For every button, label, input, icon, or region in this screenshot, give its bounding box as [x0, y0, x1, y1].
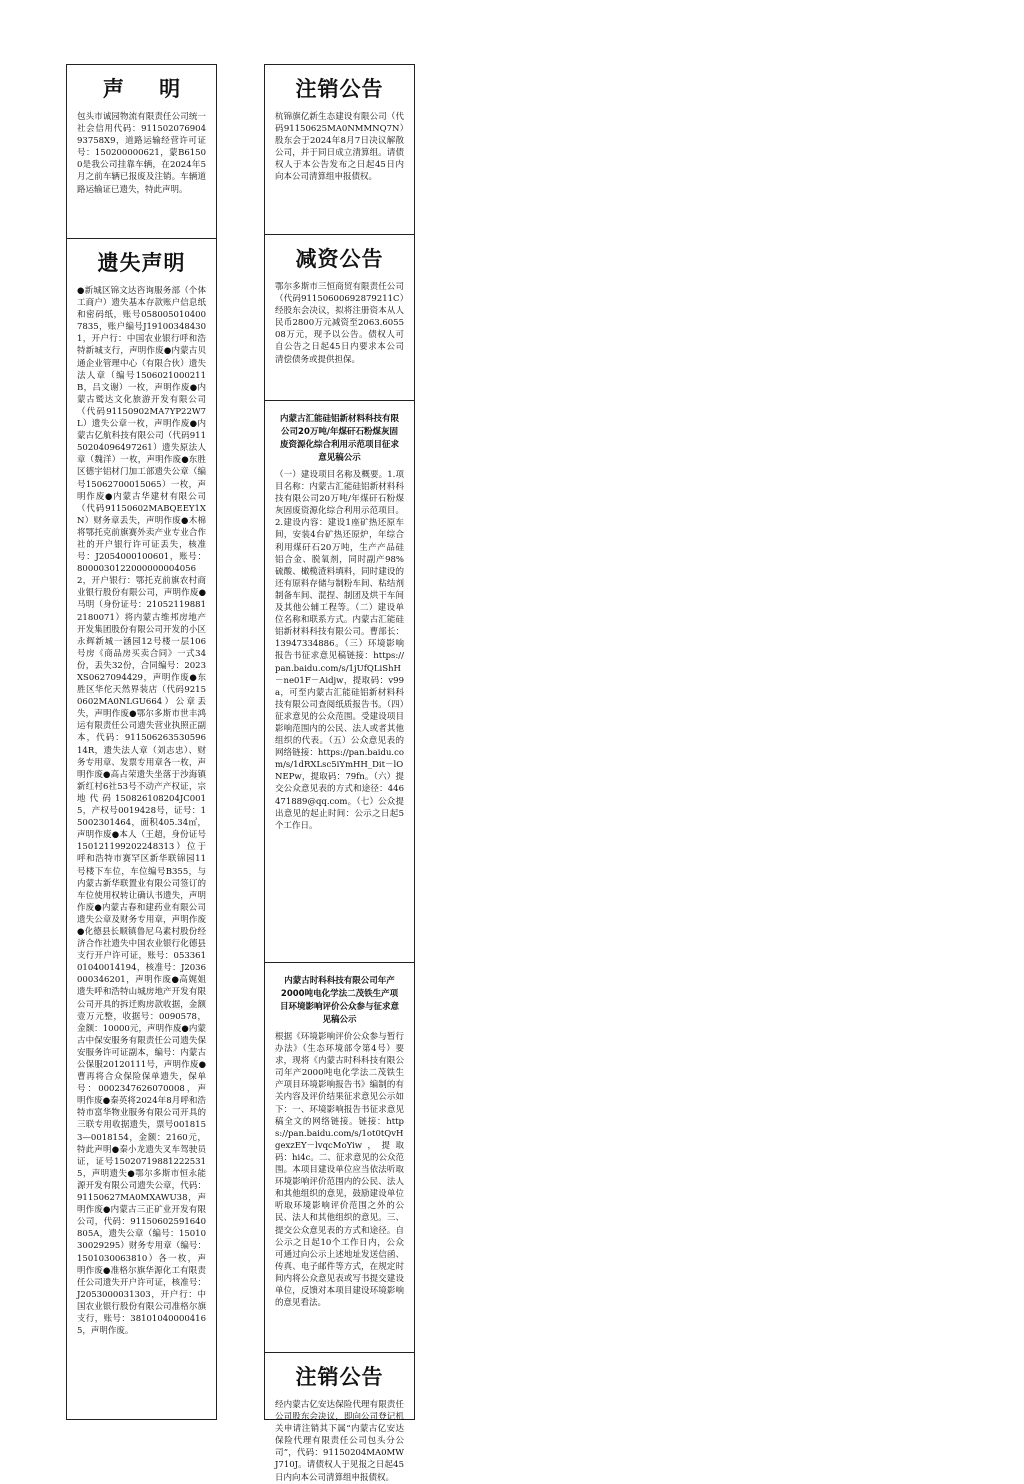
notice-title: 内蒙古时科科技有限公司年产2000吨电化学法二茂铁生产项目环境影响评价公众参与征求意见稿公示: [279, 976, 399, 1025]
eia-public-notice: [265, 413, 414, 963]
notice-title: 声 明: [102, 76, 195, 101]
eia-participation-notice: [265, 975, 414, 1353]
notice-body: 鄂尔多斯市三恒商贸有限责任公司（代码91150600692879211C）经股东会决议，拟将注册资本从人民币2800万元减资至2063.605508万元，现予以公告。债权人可自公告之日起45日内要求本公司清偿债务或提供担保。: [275, 282, 404, 365]
notice-title: 内蒙古汇能硅铝新材料科技有限公司20万吨/年煤矸石粉煤灰固废资源化综合利用示范项目征求意见稿公示: [279, 414, 399, 463]
notice-title: 注销公告: [295, 76, 384, 101]
branch-cancellation-notice: [265, 1364, 414, 1483]
right-column: [264, 64, 415, 1483]
notice-body: （一）建设项目名称及概要。1.项目名称：内蒙古汇能硅铝新材料科技有限公司20万吨/年煤矸石粉煤灰固废资源化综合利用示范项目。2.建设内容：建设1座矿热还原车间，安装4台矿热还原炉，年综合利用煤矸石20万吨，生产产品硅铝合金、脱氧剂，同时副产98%硫酸、橄榄渣料填料，同时建设的还有原料存储与制粉车间、粘结剂制备车间、混捏、制团及烘干车间及其他公辅工程等。（二）建设单位名称和联系方式。内蒙古汇能硅铝新材料科技有限公司。曹部长：13947334886。（三）环境影响报告书征求意见稿链接：https://pan.baidu.com/s/1jUfQLiShH－ne01F－Aidjw，提取码：v99a，可至内蒙古汇能硅铝新材料科技有限公司查阅纸质报告书。（四）征求意见的公众范围。受建设项目影响范围内的公民、法人或者其他组织的代表。（五）公众意见表的网络链接：https://pan.baidu.com/s/1dRXLsc5iYmHH_Dit－lONEPw，提取码：79fn。（六）提交公众意见表的方式和途径：446471889@qq.com。（七）公众提出意见的起止时间：公示之日起5个工作日。: [275, 470, 404, 831]
capital-reduction-notice: [265, 247, 414, 401]
notice-title: 遗失声明: [97, 250, 186, 275]
statement-notice: [67, 77, 216, 239]
notice-title: 注销公告: [295, 1364, 384, 1389]
left-column: [66, 64, 217, 1420]
loss-statement-notice: [67, 251, 216, 1443]
notice-body: 根据《环境影响评价公众参与暂行办法》（生态环境部令第4号）要求，现将《内蒙古时科科技有限公司年产2000吨电化学法二茂铁生产项目环境影响报告书》编制的有关内容及评价结果征求意见公示如下：一、环境影响报告书征求意见稿全文的网络链接。链接：https://pan.baidu.com/s/1ot0tQvHgexzEY－lvqcMoYiw，提取码：hi4c。二、征求意见的公众范围。本项目建设单位应当依法听取环境影响评价范围内的公民、法人和其他组织的意见，鼓励建设单位听取环境影响评价范围之外的公民、法人和其他组织的意见。三、提交公众意见表的方式和途径。自公示之日起10个工作日内，公众可通过向公示上述地址发送信函、传真、电子邮件等方式，在规定时间内将公众意见表或写书提交建设单位，反馈对本项目建设环境影响的意见看法。: [275, 1032, 404, 1309]
notice-body: ●新城区锦文达咨询服务部（个体工商户）遗失基本存款账户信息纸和密码纸，账号0580050104007835，账户编号J191003484301，开户行：中国农业银行呼和浩特新城支行，声明作废●内蒙古贝通企业管理中心（有限合伙）遗失法人章（编号1506021000211B，吕文谢）一枚，声明作废●内蒙古鹫达文化旅游开发有限公司（代码91150902MA7YP22W7L）遗失公章一枚，声明作废●内蒙古亿航科技有限公司（代码91150204096497261）遗失原法人章（魏洋）一枚，声明作废●东胜区德宇铝材门加工部遗失公章（编号15062700015065）一枚，声明作废●内蒙古华建材有限公司（代码91150602MABQEEY1XN）财务章丢失，声明作废●木棉将鄂托克前旗赛外卖产业专业合作社的开户银行许可证丢失，核准号：J2054000100601，账号：80000301220000000040562，开户银行：鄂托克前旗农村商业银行股份有限公司，声明作废●马明（身份证号：210521198812180071）将内蒙古维邦房地产开发集团股份有限公司开发的小区永辉新城一涵园12号楼一层106号房《商品房买卖合同》一式34份，丢失32份，合同编号：2023XS0627094429，声明作废●东胜区华佗天然界装店（代码92150602MA0NLGU664）公章丢失，声明作废●鄂尔多斯市世丰鸿运有限责任公司遗失营业执照正副本，代码：91150626353059614R，遗失法人章（刘志忠）、财务专用章、发票专用章各一枚，声明作废●高占荣遗失坐落于沙海镇新红村6社53号不动产产权证，宗地代码150826108204JC0015，产权号0019428号，证号：15002301464，面积405.34㎡，声明作废●本人（王超，身份证号150121199202248313）位于呼和浩特市赛罕区新华联锦园11号楼下车位，车位编号B355，与内蒙古新华联置业有限公司签订的车位使用权转让确认书遗失，声明作废●内蒙古春和建药业有限公司遗失公章及财务专用章，声明作废●化德县长顺镇鲁尼乌素村股份经济合作社遗失中国农业银行化德县支行开户许可证，账号：05336101040014194，核准号：J2036000346201，声明作废●高娓姐遗失呼和浩特山城房地产开发有限公司开具的拆迁购房款收据，金额壹万元整，收据号：0090578，金额：10000元，声明作废●内蒙古中保安服务有限责任公司遗失保安服务许可证副本，编号：内蒙古公保服20120111号，声明作废●曹再将合众保险保单遗失，保单号：0002347626070008，声明作废●秦英将2024年8月呼和浩特市富华物业服务有限公司开具的三联专用收据遗失，票号0018153—0018154，金额：2160元，特此声明●秦小龙遗失叉车驾驶员证，证号150207198812225315，声明遗失●鄂尔多斯市恒永能源开发有限公司遗失公章，代码：91150627MA0MXAWU38，声明作废●内蒙古三正矿业开发有限公司，代码：91150602591640805A，遗失公章（编号：1501030029295）财务专用章（编号：1501030063810）各一枚，声明作废●准格尔旗华源化工有限责任公司遗失开户许可证，核准号：J2053000031303，开户行：中国农业银行股份有限公司准格尔旗支行，账号：381010400004165，声明作废。: [77, 286, 206, 1337]
notice-title: 减资公告: [295, 246, 384, 271]
cancellation-notice: [265, 77, 414, 235]
notice-body: 包头市诚园物流有限责任公司统一社会信用代码：91150207690493758X9，道路运输经营许可证号：150200000621，蒙B61500是我公司挂靠车辆，在2024年5月之前车辆已报废及注销。车辆道路运输证已遗失，特此声明。: [77, 112, 206, 195]
notice-body: 杭锦旗亿新生态建设有限公司（代码91150625MA0NMMNQ7N）股东会于2024年8月7日决议解散公司，并于同日成立清算组。请债权人于本公告发布之日起45日内向本公司清算组申报债权。: [275, 112, 404, 183]
notice-body: 经内蒙古亿安达保险代理有限责任公司股东会决议，即向公司登记机关申请注销其下属“内蒙古亿安达保险代理有限责任公司包头分公司”，代码：91150204MA0MWJ710J。请债权人于见报之日起45日内向本公司清算组申报债权。: [275, 1400, 404, 1483]
